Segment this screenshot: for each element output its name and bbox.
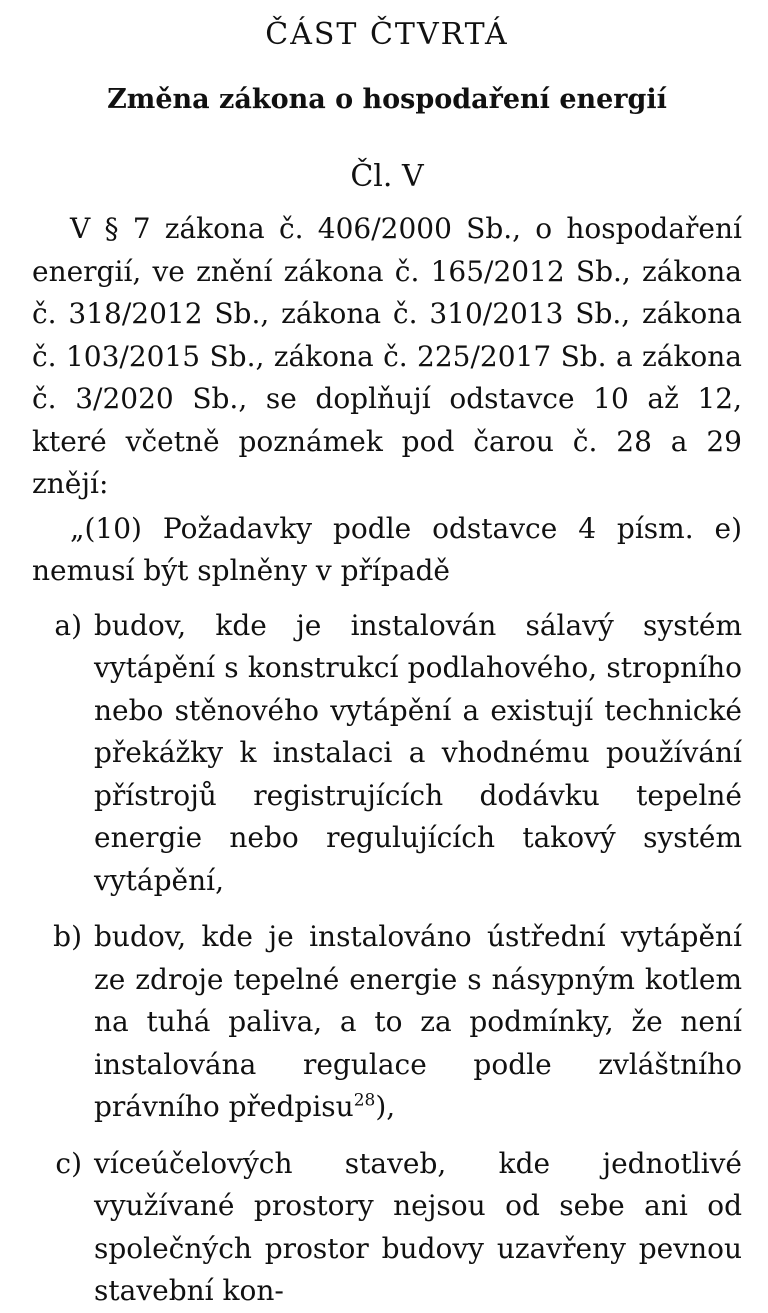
item-text: budov, kde je instalován sálavý systém vytápění s konstrukcí podlahového, stropního nebo stěnového vytápění a existují technické překážky k instalaci a vhodnému používání přístrojů registrujících dodávku tepelné energie nebo regulujících takový systém vytápění, <box>94 608 742 897</box>
item-text-wrapper <box>94 916 742 1129</box>
article-title: Čl. V <box>350 159 424 194</box>
quoted-paragraph: „(10) Požadavky podle odstavce 4 písm. e) nemusí být splněny v případě <box>32 511 742 587</box>
item-mark: a) <box>54 608 82 642</box>
item-text-tail: ), <box>375 1090 396 1123</box>
part-title: ČÁST ČTVRTÁ <box>265 17 509 52</box>
item-text: víceúčelových staveb, kde jednotlivé využívané prostory nejsou od sebe ani od společných prostor budovy uzavřeny pevnou stavební kon- <box>94 1146 742 1307</box>
list-item-c <box>32 1143 742 1313</box>
list-item-a <box>32 605 742 903</box>
intro-paragraph: V § 7 zákona č. 406/2000 Sb., o hospodaření energií, ve znění zákona č. 165/2012 Sb., zákona č. 318/2012 Sb., zákona č. 310/2013 Sb., zákona č. 103/2015 Sb., zákona č. 225/2017 Sb. a zákona č. 3/2020 Sb., se doplňují odstavce 10 až 12, které včetně poznámek pod čarou č. 28 a 29 znějí: <box>32 212 742 500</box>
item-mark: c) <box>55 1146 82 1180</box>
footnote-reference: 28 <box>353 1090 376 1111</box>
list-item-b <box>32 916 742 1129</box>
item-text: budov, kde je instalováno ústřední vytápění ze zdroje tepelné energie s násypným kotlem na tuhá paliva, a to za podmínky, že není instalována regulace podle zvláštního právního předpisu <box>94 920 742 1123</box>
law-title: Změna zákona o hospodaření energií <box>107 84 667 115</box>
item-list <box>32 605 742 1313</box>
item-mark: b) <box>53 920 82 953</box>
